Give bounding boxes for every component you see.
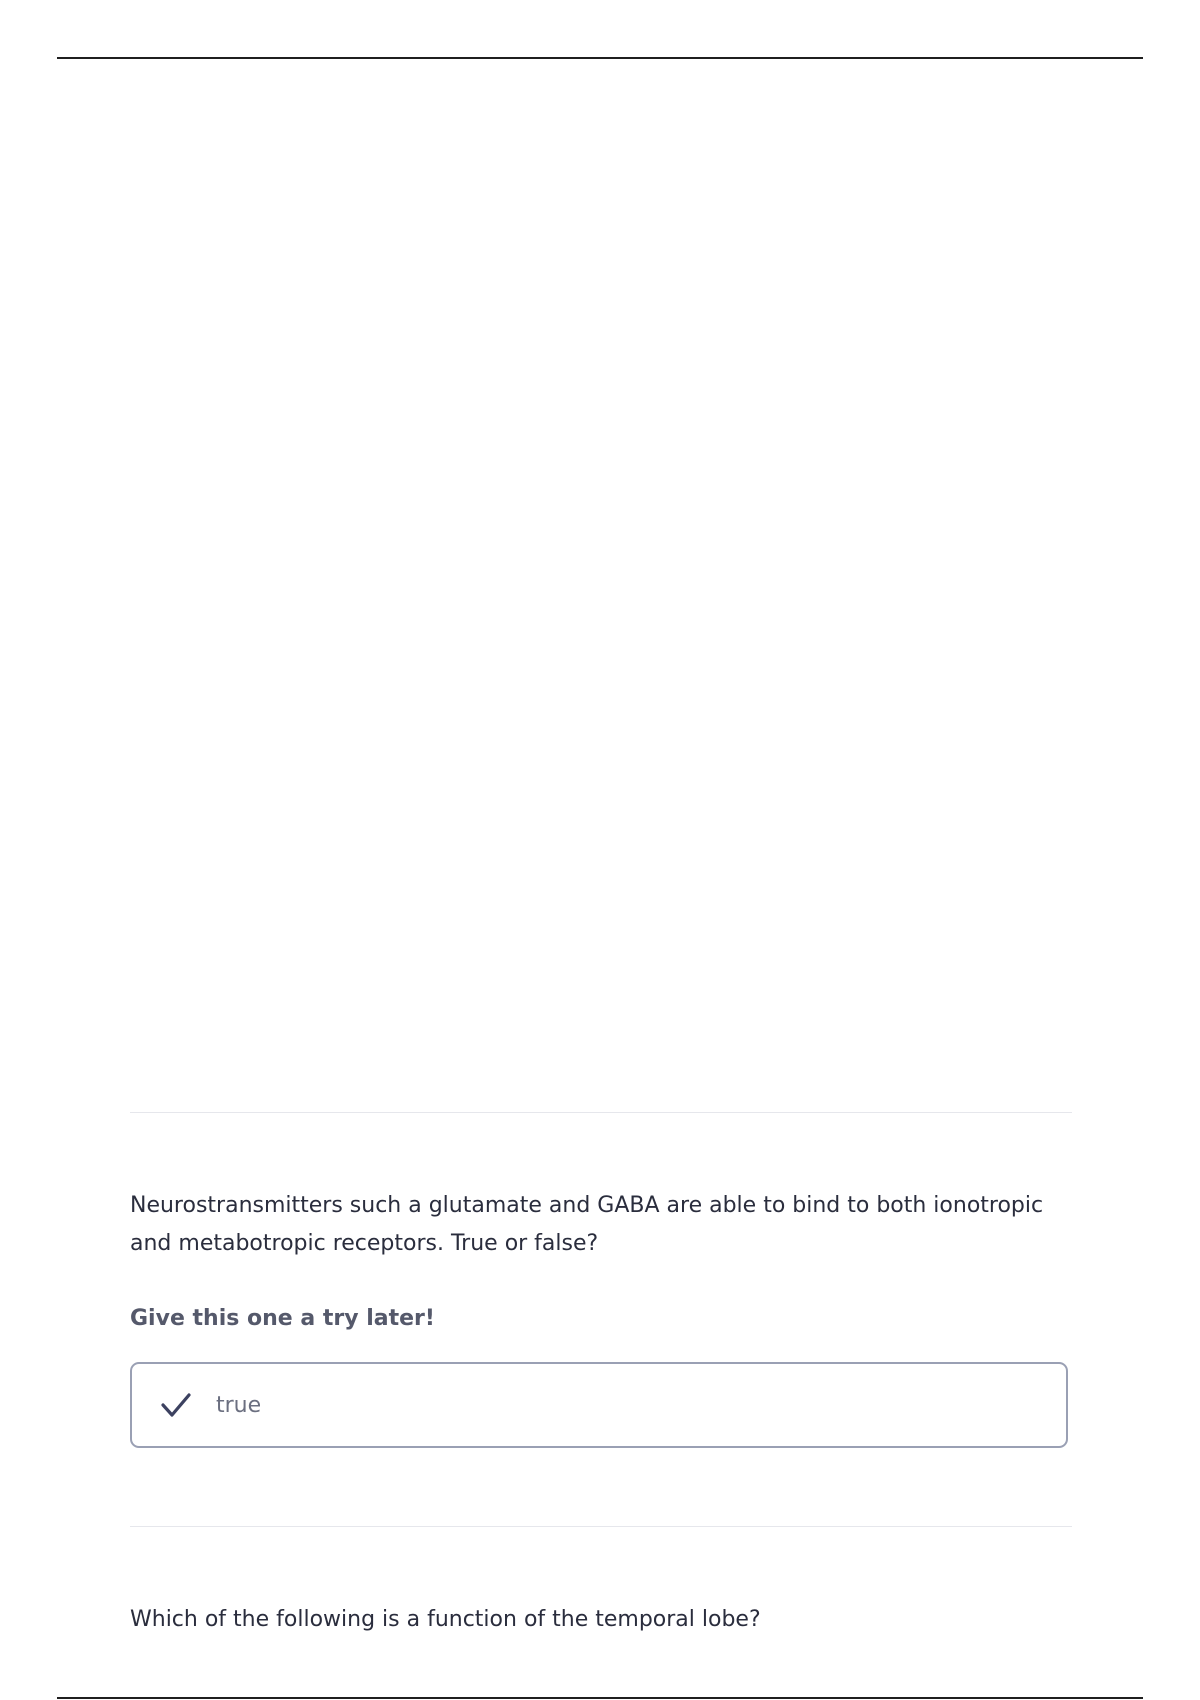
card-divider	[130, 1112, 1072, 1113]
page-top-rule	[57, 57, 1143, 59]
hint-text: Give this one a try later!	[130, 1306, 435, 1331]
question-text: Which of the following is a function of the temporal lobe?	[130, 1607, 761, 1632]
answer-label: true	[216, 1392, 262, 1418]
question-text: Neurostransmitters such a glutamate and GABA are able to bind to both ionotropic and metabotropic receptors. True or false?	[130, 1193, 1044, 1256]
page-bottom-rule	[57, 1697, 1143, 1699]
check-icon	[158, 1387, 194, 1423]
card-divider	[130, 1526, 1072, 1527]
answer-option-true[interactable]	[130, 1362, 1068, 1448]
